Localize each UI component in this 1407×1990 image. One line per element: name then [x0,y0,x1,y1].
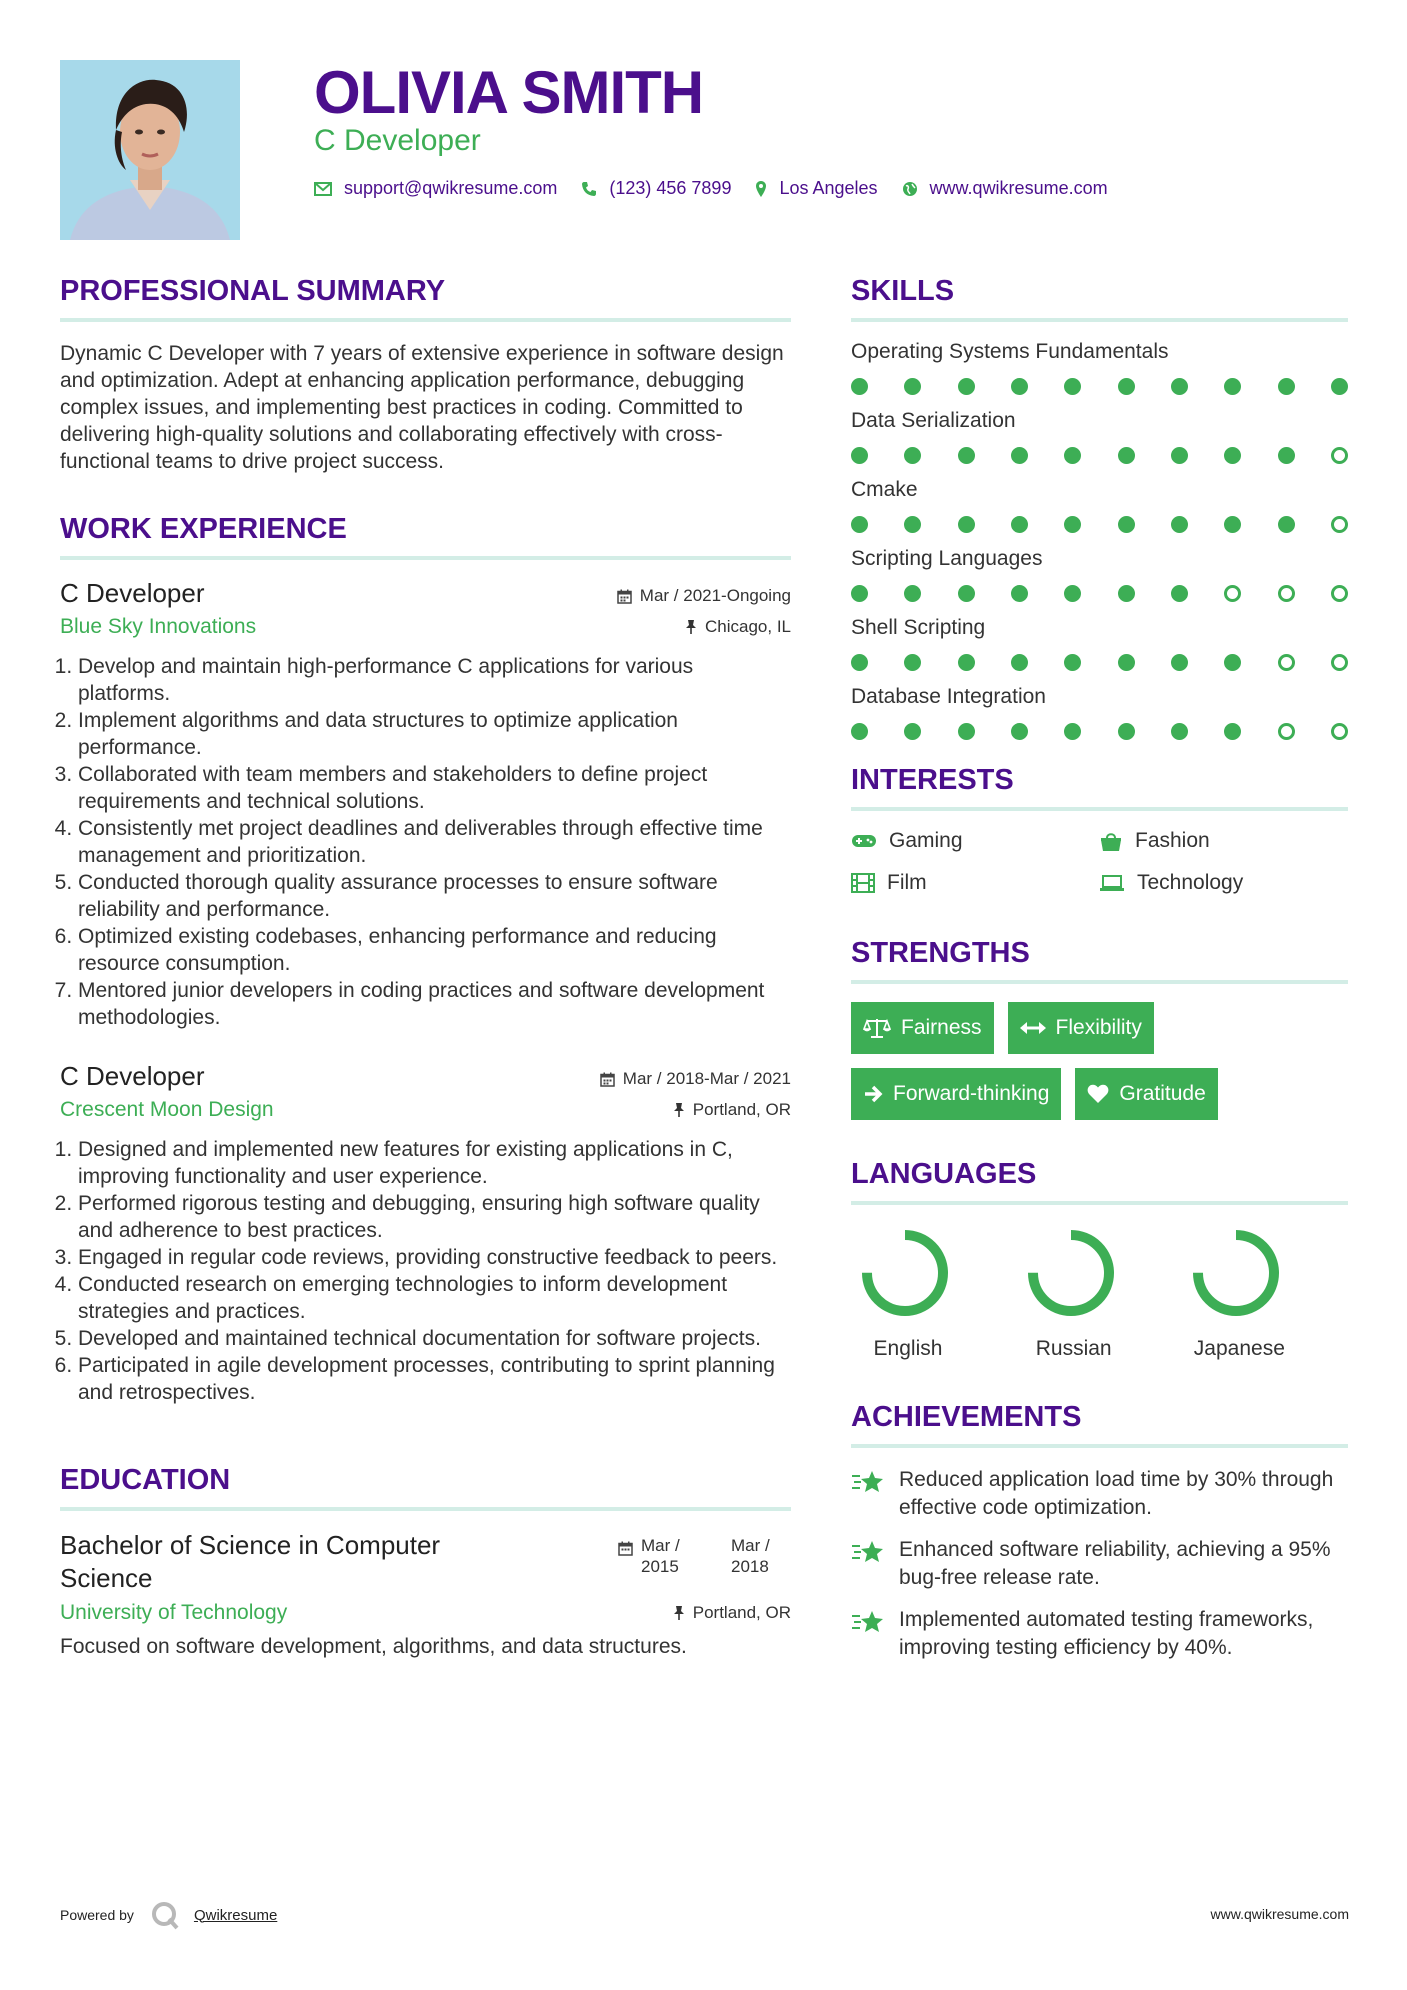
language-level-arc [1198,1235,1274,1311]
rating-dot-filled [904,516,921,533]
arrow-right-icon [863,1085,883,1103]
rating-dot-empty [1331,654,1348,671]
interest-item [1099,829,1347,853]
interest-item [1099,871,1347,895]
rating-dot-filled [1118,447,1135,464]
job-duties [60,653,791,1031]
rating-dot-filled [1011,654,1028,671]
skill-rating [851,447,1348,464]
duty-item: 1. Develop and maintain high-performance C applications for various platforms. [78,653,791,707]
skill-name: Scripting Languages [851,547,1043,570]
rating-dot-filled [1118,654,1135,671]
rating-dot-filled [958,723,975,740]
interest-label: Film [887,871,927,894]
interest-label: Fashion [1135,829,1210,852]
rating-dot-filled [958,447,975,464]
achievement-item [851,1466,1348,1522]
rating-dot-filled [1011,516,1028,533]
rating-dot-filled [1064,378,1081,395]
strengths-list [851,1002,1271,1120]
rating-dot-filled [1064,516,1081,533]
rating-dot-filled [1224,723,1241,740]
rating-dot-filled [904,447,921,464]
education-description: Focused on software development, algorithms, and data structures. [60,1635,687,1658]
rating-dot-filled [1064,654,1081,671]
job-date-text: Mar / 2018-Mar / 2021 [622,1069,791,1088]
duty-item: 6. Optimized existing codebases, enhancing performance and reducing resource consumption. [78,923,791,977]
pushpin-icon [673,1102,685,1118]
rating-dot-empty [1278,585,1295,602]
skill-name: Shell Scripting [851,616,986,639]
language-item [851,1223,1017,1361]
skill-item [851,478,1348,533]
rating-dot-filled [1118,516,1135,533]
job-title: C Developer [60,1061,205,1091]
rating-dot-filled [958,516,975,533]
skill-name: Data Serialization [851,409,1016,432]
calendar-icon [600,1072,615,1087]
rating-dot-filled [1224,378,1241,395]
skill-item [851,340,1348,395]
rating-dot-filled [851,447,868,464]
school-name: University of Technology [60,1601,288,1624]
job-entry [60,1061,791,1406]
rating-dot-filled [1171,516,1188,533]
rating-dot-empty [1278,654,1295,671]
rating-dot-filled [1064,447,1081,464]
gamepad-icon [851,833,877,849]
skill-item [851,547,1348,602]
duty-item: 6. Participated in agile development processes, contributing to sprint planning and retrospectives. [78,1352,791,1406]
rating-dot-filled [1278,378,1295,395]
achievements-heading: ACHIEVEMENTS [851,1401,1348,1448]
rating-dot-filled [1064,585,1081,602]
rating-dot-empty [1278,723,1295,740]
strength-label: Flexibility [1055,1016,1142,1039]
strength-tag [851,1002,994,1054]
candidate-role: C Developer [314,124,481,157]
strength-tag [851,1068,1061,1120]
skill-rating [851,378,1348,395]
interest-label: Technology [1137,871,1244,894]
powered-by-text: Powered by [60,1907,134,1923]
job-location-text: Chicago, IL [705,617,791,636]
footer-powered-by [60,1900,277,1930]
job-date [600,1069,791,1089]
balance-scale-icon [863,1017,891,1039]
rating-dot-filled [851,654,868,671]
company-name: Crescent Moon Design [60,1098,274,1121]
rating-dot-empty [1331,585,1348,602]
rating-dot-filled [851,723,868,740]
left-column [60,275,791,1659]
rating-dot-filled [851,585,868,602]
contact-email[interactable] [314,178,557,199]
duty-item: 3. Collaborated with team members and stakeholders to define project requirements and technical solutions. [78,761,791,815]
shooting-star-icon [851,1538,885,1566]
summary-heading: PROFESSIONAL SUMMARY [60,275,791,322]
brand-link[interactable]: Qwikresume [193,1906,278,1924]
rating-dot-filled [1011,447,1028,464]
job-date-text: Mar / 2021-Ongoing [639,586,791,605]
shopping-bag-icon [1099,830,1123,852]
achievement-item [851,1536,1348,1592]
shooting-star-icon [851,1468,885,1496]
language-level-arc [867,1235,943,1311]
rating-dot-filled [1224,654,1241,671]
website-text: www.qwikresume.com [929,178,1108,198]
rating-dot-empty [1331,447,1348,464]
rating-dot-filled [1171,585,1188,602]
rating-dot-filled [1011,378,1028,395]
degree-title: Bachelor of Science in Computer Science [60,1530,441,1593]
location-text: Los Angeles [779,178,878,198]
rating-dot-filled [1171,447,1188,464]
candidate-name: OLIVIA SMITH [314,59,704,126]
duty-item: 5. Developed and maintained technical documentation for software projects. [78,1325,791,1352]
duty-item: 1. Designed and implemented new features for existing applications in C, improving functionality and user experience. [78,1136,791,1190]
language-name: Russian [1035,1337,1112,1360]
interest-item [851,871,1099,895]
rating-dot-filled [904,585,921,602]
shooting-star-icon [851,1608,885,1636]
strengths-heading: STRENGTHS [851,937,1348,984]
skill-item [851,685,1348,740]
phone-icon [581,181,597,197]
duty-item: 2. Implement algorithms and data structures to optimize application performance. [78,707,791,761]
rating-dot-empty [1331,723,1348,740]
duty-item: 3. Engaged in regular code reviews, providing constructive feedback to peers. [78,1244,791,1271]
contact-location [755,178,877,199]
achievement-text: Implemented automated testing frameworks, improving testing efficiency by 40%. [899,1608,1314,1659]
education-end: Mar / 2018 [731,1536,770,1576]
duty-item: 4. Conducted research on emerging technologies to inform development strategies and practices. [78,1271,791,1325]
rating-dot-filled [1171,378,1188,395]
rating-dot-filled [851,516,868,533]
footer-url[interactable]: www.qwikresume.com [1210,1906,1349,1922]
duty-item: 7. Mentored junior developers in coding practices and software development methodologies. [78,977,791,1031]
rating-dot-filled [1224,447,1241,464]
skill-name: Operating Systems Fundamentals [851,340,1169,363]
skills-heading: SKILLS [851,275,1348,322]
rating-dot-filled [1224,516,1241,533]
rating-dot-filled [1118,378,1135,395]
job-date [617,586,791,606]
skill-item [851,616,1348,671]
language-item [1017,1223,1183,1361]
achievement-text: Enhanced software reliability, achieving a 95% bug-free release rate. [899,1538,1331,1589]
language-name: Japanese [1193,1337,1285,1360]
calendar-icon [618,1541,633,1556]
rating-dot-filled [904,378,921,395]
duty-item: 5. Conducted thorough quality assurance processes to ensure software reliability and performance. [78,869,791,923]
achievements-list [851,1466,1348,1662]
film-icon [851,873,875,893]
skill-item [851,409,1348,464]
contact-website[interactable] [902,178,1108,199]
job-location-text: Portland, OR [692,1100,791,1119]
rating-dot-filled [958,654,975,671]
rating-dot-filled [1171,654,1188,671]
rating-dot-empty [1331,516,1348,533]
achievement-item [851,1606,1348,1662]
globe-icon [902,181,918,197]
laptop-icon [1099,874,1125,892]
heart-icon [1087,1084,1109,1104]
language-ring [1021,1223,1121,1323]
job-duties [60,1136,791,1406]
skill-name: Cmake [851,478,918,501]
rating-dot-filled [1118,585,1135,602]
skill-rating [851,723,1348,740]
strength-tag [1075,1068,1217,1120]
summary-text: Dynamic C Developer with 7 years of extensive experience in software design and optimization. Adept at enhancing application performance, debugging complex issues, and implementing best practices in coding. Committed to delivering high-quality solutions and collaborating effectively with cross-functional teams to drive project success. [60,342,784,473]
rating-dot-filled [1064,723,1081,740]
language-ring [855,1223,955,1323]
rating-dot-filled [851,378,868,395]
strength-label: Fairness [901,1016,982,1039]
company-name: Blue Sky Innovations [60,615,257,638]
rating-dot-filled [904,654,921,671]
skills-list [851,340,1348,740]
rating-dot-filled [1331,378,1348,395]
rating-dot-filled [1278,447,1295,464]
email-text: support@qwikresume.com [344,178,558,198]
job-location [673,1100,791,1120]
profile-photo [60,60,240,240]
contact-phone[interactable] [581,178,731,199]
achievement-text: Reduced application load time by 30% through effective code optimization. [899,1468,1334,1519]
languages-heading: LANGUAGES [851,1158,1348,1205]
rating-dot-filled [904,723,921,740]
language-name: English [873,1337,943,1360]
map-pin-icon [755,180,767,198]
phone-text: (123) 456 7899 [609,178,732,198]
interest-item [851,829,1099,853]
experience-heading: WORK EXPERIENCE [60,513,791,560]
person-photo-icon [60,60,240,240]
rating-dot-filled [1278,516,1295,533]
rating-dot-filled [958,585,975,602]
pushpin-icon [685,619,697,635]
strength-label: Forward-thinking [893,1082,1050,1105]
school-location [673,1603,791,1623]
job-entry [60,578,791,1031]
strength-tag [1008,1002,1154,1054]
job-location [685,617,791,637]
skill-rating [851,585,1348,602]
interests-list [851,829,1348,895]
contact-bar [314,178,1132,199]
interest-label: Gaming [889,829,963,852]
language-level-arc [1033,1235,1109,1311]
rating-dot-filled [1011,723,1028,740]
duty-item: 2. Performed rigorous testing and debugging, ensuring high software quality and adherence to best practices. [78,1190,791,1244]
strength-label: Gratitude [1119,1082,1206,1105]
education-heading: EDUCATION [60,1464,791,1511]
education-start: Mar / 2015 [641,1536,680,1576]
right-column [851,275,1348,1676]
arrows-horizontal-icon [1020,1021,1046,1035]
rating-dot-filled [958,378,975,395]
rating-dot-filled [1171,723,1188,740]
pushpin-icon [673,1605,685,1621]
envelope-icon [314,182,332,196]
skill-rating [851,654,1348,671]
rating-dot-empty [1224,585,1241,602]
education-dates [618,1535,791,1577]
skill-rating [851,516,1348,533]
language-ring [1186,1223,1286,1323]
qwikresume-logo-icon [150,1900,180,1930]
calendar-icon [617,589,632,604]
rating-dot-filled [1011,585,1028,602]
school-location-text: Portland, OR [692,1603,791,1622]
job-title: C Developer [60,578,205,608]
interests-heading: INTERESTS [851,764,1348,811]
skill-name: Database Integration [851,685,1046,708]
rating-dot-filled [1118,723,1135,740]
duty-item: 4. Consistently met project deadlines and deliverables through effective time management and prioritization. [78,815,791,869]
languages-list [851,1223,1348,1361]
language-item [1182,1223,1348,1361]
